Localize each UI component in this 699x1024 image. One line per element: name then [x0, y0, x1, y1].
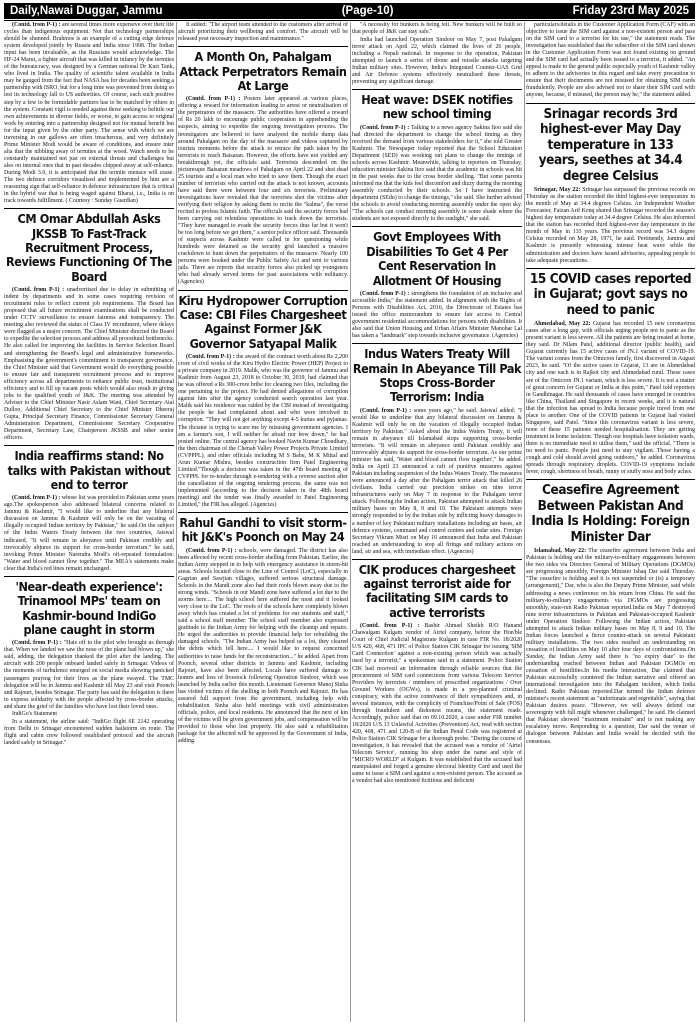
article-paragraph: (Contd. from P-1) : unadvertised due to delay in submitting of indent by departments and in some cases requiring revision of recruitment rules to reflect current job requirements. The Board has proposed that all future recruitment examinations shall be conducted under CCTV surveillance to ensure fairness and transparency. The meeting also reviewed the status of Class IV recruitment, where delays were flagged as a major concern. The Chief Minister directed the Board to expedite the selection process and address all procedural bottlenecks. He also called for improving the facilities in Service Selection Board and strengthening the Board's legal and administrative frameworks. Emphasising the government's commitment to transparent governance, the Chief Minister said that Government would do everything possible to ensure fair and transparent recruitment process and to improve efficiency across all departments to enhance public trust, institutional efficiency and to fill up vacant posts which would also result in giving jobs to the qualified youth of J&K. The meeting was attended by Adviser to the Chief Minister Nasir Aslam Wani, Chief Secretary Atal Dulloo, Additional Chief Secretary to the Chief Minister Dheeraj Gupta, Principal Secretary Finance, Commissioner Secretary General Administration Department, Commissioner Secretary Cooperative Department, Secretary Law, Chairperson JKSSB and other senior officers.	[4, 287, 174, 442]
column-1	[4, 22, 174, 1022]
article-paragraph: India had launched Operation Sindoor on May 7, post Pahalgam terror attack on April 22, which claimed the lives of 26 people, including a Nepali national. In response to the operation, Pakistan attempted to launch a series of drone and missile attacks targeting Indian military sites. However, India's Integrated Counter-UAS Grid and Air Defence systems effectively neutralised these threats, preventing any significant damage.	[352, 36, 522, 85]
article-paragraph: Islamabad, May 22: The ceasefire agreement between India and Pakistan is holding and the military-to-military engagements between the two sides via Directors General of Military Operations (DGMOs) are progressing smoothly, Foreign Minister Ishaq Dar said Thursday. "The ceasefire is holding and it is not suspended or (is) a temporary (arrangement)," Dar, who is also the Deputy Prime Minister, said while addressing a news conference on his return from China. He said the military-to-military engagements via DGMOs are progressing smoothly, state-run Radio Pakistan reported.India on May 7 destroyed nine terror infrastructures in Pakistan and Pakistan-occupied Kashmir under Operation Sindoor. Following the Indian action, Pakistan attempted to attack Indian military bases on May 8, 9 and 10. The Indian forces launched a fierce counter-attack on several Pakistani military installations. The two sides reached an understanding on cessation of hostilities on May 10 after four days of confrontations.On Sunday, the Indian Army said there is "no expiry date" to the understanding reached between Indian and Pakistan DGMOs on cessation of hostilities.In his media interaction, Dar claimed that Pakistan successfully countered the Indian narrative and offered an international investigation into the Pahalgam incident, which India declined. Radio Pakistan reported.Dar termed the Indian defence minister's recent statement as "unfortunate and regrettable", saying that Pakistan desires peace. "However, we will always defend our sovereignty with full might whenever challenged," he said. He claimed that Pakistan showed "maximum restraint" and is not making any escalatory move. Responding to a question, Dar said the venue of dialogue between Pakistan and India would be decided with the consensus.	[526, 548, 695, 745]
article-separator	[526, 268, 695, 269]
article-headline: Ceasefire Agreement Between Pakistan And India Is Holding: Foreign Minister Dar	[531, 482, 690, 545]
article-headline: India reaffirms stand: No talks with Pakistan without end to terror	[7, 448, 171, 492]
article-paragraph: (Contd. from P-1) : are several times more expensive over their life cycles than indigenous equipment. Not that technology partnerships should be shunned. Brahmos is an example of a cutting edge defence system developed jointly by Russia and India since 1998. The Indian input has been invaluable, as the Russians would acknowledge. The HF-24 Marut, a fighter aircraft that was killed in infancy by the termites of the bureaucracy, was designed by a German national Dr Kurt Tank, who lived in India. The quality of scientific talent available in India may be gauged from the fact that NASA has for decades been seeking a partnership with ISRO, but for a long time was prevented from doing so lest its technology fall to US authorities. Of course, each such positive step by a few to be formidable partners has to be matched by others in the system. Constant vigil is needed against those seeking to belittle our own achievements in diverse fields, or worse, to gain access to original work by entering into a partnership designed not for mutual benefit but for the input given by the other party. The sense with which we are traversing in our gallows are often treacherous, and very definitely Prime Minister Modi would be aware of conditions, and ensure inter alia that the nibbling away of termites at the wood. Watch needs to be constantly maintained not just on external threats and challenges but also on internal ones that in past decades chipped away at self-reliance. During Modi 3.0, it is anticipated that the termite menace will cease. The two defence corridors visualised and implemented by him are a reassuring sign that self-reliance in defence infrastructure that is critical in the hybrid war that is being waged against Bharat, i.e., India is on track towards fulfillment. ( Courtesy : Sunday Guardian)	[4, 22, 174, 205]
article-separator	[352, 226, 522, 227]
article-headline: Srinagar records 3rd highest-ever May Day temperature in 133 years, seethes at 34.4 degree Celsius	[538, 105, 683, 184]
article-separator	[526, 479, 695, 480]
article-separator	[4, 576, 174, 577]
masthead-date: Friday 23rd May 2025	[572, 5, 689, 17]
article-separator	[178, 46, 348, 47]
column-2	[178, 22, 348, 1022]
article-headline: Govt Employees With Disabilities To Get 4 Per Cent Reservation In Allotment Of Housing	[366, 229, 508, 288]
article-paragraph: "A necessity for bunkers is being felt. New bunkers will be built so that people of J&K can stay safe."	[352, 22, 522, 36]
article-headline: Heat wave: DSEK notifies new school timing	[361, 92, 513, 122]
article-paragraph: (Contd. from P-1) : some years ago," he said. Jaiswal added: "I would like to underline that any bilateral discussion on Jammu & Kashmir will only be on the vacation of illegally occupied Indian territory by Pakistan." Asked about the Indus Waters Treaty, it will remain in abeyance till Islamabad stops supporting cross-border terrorism. "It will remain in abeyance until Pakistan credibly and irrevocably abjures its support for cross-border terrorism. As our prime minister has said, 'Water and blood cannot flow together'," he added. India on April 23 announced a raft of punitive measures against Pakistan including suspension of the Indus Waters Treaty. The measures were announced a day after the Pahalgam terror attack that killed 26 civilians. India carried out precision strikes on nine terror infrastructures early on May 7 in response to the Pahalgam terror attack. Following the Indian action, Pakistan attempted to attack Indian military bases on May 8, 9 and 10. The Pakistani attempts were strongly responded to by the Indian side by inflicting heavy damages to a number of key Pakistani military installations including air bases, air defence systems, command and control centres and radar sites. Foreign Secretary Vikram Misri on May 10 announced that India and Pakistan reached an understanding to stop all firings and military actions on land, air and sea, with immediate effect. (Agencies)	[352, 407, 522, 555]
article-headline: CIK produces chargesheet against terrorist aide for facilitating SIM cards to active terrorists	[358, 561, 516, 620]
column-4	[526, 22, 695, 1022]
article-headline: Kiru Hydropower Corruption Case: CBI Files Chargesheet Against Former J&K Governor Satyapal Malik	[178, 292, 348, 351]
article-separator	[4, 445, 174, 446]
column-divider	[176, 22, 177, 1022]
article-separator	[352, 559, 522, 560]
article-paragraph: (Contd. from P-1) : whose list was provided to Pakistan some years ago.The spokesperson also addressed bilateral concerns related to Jammu & Kashmir, "I would like to underline that any bilateral discussion on Jammu & Kashmir will only be on the vacating of illegally occupied Indian territory by Pakistan," he said.On the subject of the Indus Waters Treaty between the two countries, Jaiswal indicated, "It will remain in abeyance until Pakistan credibly and irrevocably abjures its support for cross-border terrorism." he said, invoking Prime Minister Narendra Modi's oft-repeated formulation: "Water and blood cannot flow together." The MEA's statements make clear that India's red lines remain unchanged.	[4, 495, 174, 572]
article-paragraph: (Contd. from P-1) : schools, were damaged. The district has also been affected by recent cross-border shelling from Pakistan. Earlier, the Indian Army stepped in to help with emergency assistance in storm-hit areas. Schools located close to the Line of Control (LoC), especially in Gagrian and Sawjian villages, suffered serious structural damage. Schools in the Mandi zone also had their roofs blown away due to the strong winds. "Schools in our Mandi zone have suffered a lot due to the storms here.... The high school here suffered the most and it looked very close to the LoC. The roofs of the schools have completely blown away which has created a lot of problems for our students and staff," said a school staff member. The school staff member also expressed gratitude to the Indian Army for helping with the cleanup and repairs. He urged the authorities to provide financial help for rebuilding the damaged schools. "The Indian Army has helped us a lot, they cleared the debris which fell here.... I would like to request concerned authorities to raise funds for the reconstruction..." he added. Apart from Poonch, several other districts in Jammu and Kashmir, including Rajouri, have also been affected. Locals have suffered damage to homes and loss of livestock following Operation Sindoor, which was launched by India earlier this month. Lieutenant Governor Manoj Sinha has visited victims of the shelling in both Poonch and Rajouri. He has assured full support from the government, including help with rehabilitation. Sinha also held meetings with civil administration officials, police, and local residents. He announced that the next of kin of the victims will be given government jobs, and compensation will be provided to those who lost property. He also said a rehabilitation package for the affected will be approved by the Government of India, adding.	[178, 547, 348, 745]
column-divider	[524, 22, 525, 1022]
article-paragraph: (Contd. from P-1) : "Hats off to the pilot who brought us through that. When we landed we saw the nose of the plane had blown up," she said, adding, the delegation thanked the pilot after the landing. The aircraft with 200 people onboard landed safely in Srinagar. Videos of the moments of turbulence emerged on social media showing panicked passengers praying for their lives as the plane swayed. The TMC delegation will be in Jammu and Kashmir till May 23 and visit Poonch and Rajouri, besides Srinagar. The party has said the delegation is there to express solidarity with the people affected by cross-border attacks, and share the grief of the families who have lost their loved ones.	[4, 640, 174, 710]
article-separator	[526, 103, 695, 104]
article-separator	[178, 512, 348, 513]
article-headline: CM Omar Abdullah Asks JKSSB To Fast-Track Recruitment Process, Reviews Functioning Of The Board	[6, 211, 172, 284]
article-paragraph: (Contd. from P-1) : Bashir Ahmad Sheikh R/O Hanand Chawalgam Kulgam vendor of Airtel company, before the Hon'ble Court of Chief Judicial Magistrate Kulgam in case FIR No. 18/2020 U/S 420, 468, 471 IPC of Police Station CIK Srinagar for issuing 'SIM Card Connection' against a non-existing person which was actually used by a terrorist," a spokesman said in a statement. Police Station CIK had received an information through reliable sources that the procurement of SIM card connections from various Telecom Service Providers by terrorists / members of proscribed organizations / Over Ground Workers (OGWs), is made in a pre-planned criminal conspiracy, with the active connivance of their sympathizers and, in several instances, with the complicity of Franchise/Point of Sale (POS) through fraudulent and dishonest means, the statement reads. Accordingly, police said that on 09.10.2020, a case under FIR number 18/2020 U/S 13 Unlawful Activities (Prevention) Act, read with section 420, 468, 471 and 120-B of the Indian Penal Code was registered at Police Station CIK Srinagar for a thorough probe. "During the course of investigation, it has revealed that the accused was a vendor of 'Airtel Telecom Service', running his shop under the name and style of "MICRO WORLD" at Kulgam. It was established that the accused had manipulated and forged a genuine electoral Identity Card and used the same to issue a SIM card against a non-existent person. The accused as a vendor had also mentioned fictitious and deficient	[352, 623, 522, 785]
column-3	[352, 22, 522, 1022]
article-paragraph: (Contd. from P-1) : Talking to a news agency Sakina Itoo said she had directed the department to change the school timing as they received the demand from various stakeholders for it," she told Greater Kashmir. The Newspaper today reported that the School Education Department (SED) was working out plans to change the timings of schools across Kashmir. Meanwhile, talking to reporters on Thursday, education minister Sakina Itoo said that the academic in schools was hit in the past weeks due to the cross border shelling. "But some parents informed me that the kids feel discomfort and dizzy during the morning assembly conducted by their schools. So I have instructed the department (SEdu) to change the timings," she said. She further advised the schools to avoid conducting morning assembly under the open sky. "The schools can conduct morning assembly in some shade where the students are not exposed directly to the sunlight," she said.	[352, 124, 522, 223]
article-headline: Rahul Gandhi to visit storm-hit J&K's Poonch on May 24	[179, 515, 347, 545]
article-paragraph: IndiGo's Statement	[12, 711, 58, 718]
article-paragraph: (Contd. from P-1) : Posters later appeared at various places, offering a reward for information leading to arrest or neutralisation of the perpetrators of the massacre. The authorities have offered a reward of Rs 20 lakh to encourage public cooperation in apprehending the suspects, aiming to expedite the ongoing investigation process. The investigators are believed to have analysed the mobile dump data around Pahalgam on the day of the massacre and videos captured by tourists moments before the attack to retrace the path taken by the terrorists to reach Baisaran. However, the efforts have not yielded any breakthrough yet, the officials said. Terrorists descended on the picturesque Baisaran meadows of Pahalgam on April 22 and shot dead 25 tourists and a local man who tried to save them. Though the exact number of terrorists who carried out the attack is not known, accounts have said there were between four and six terrorists. Preliminary investigations have revealed that the terrorists shot the victims after verifying their religion by asking them to recite the "kalma", the verse recited to profess Islamic faith. The officials said the security forces had been carrying out relentless operations to track down the terrorists. "They have managed to evade the security forces thus far but it won't be too long before we get them," a senior police officer said. Thousands of suspects across Kashmir were called in for questioning while hundreds were detained as the security grid launched a massive crackdown to hunt down the perpetrators of the massacre. Nearly 100 persons were booked under the Public Safety Act and sent to various jails. There are reports that security forces also picked up youngsters who had already served terms for past associations with militancy. (Agencies)	[178, 96, 348, 286]
masthead-paper-name: Daily,Nawai Duggar, Jammu	[10, 5, 163, 17]
article-separator	[4, 208, 174, 209]
article-paragraph: (Contd. from P-1) : strengthens the foundation of an inclusive and accessible India," the statement added. In alignment with the Rights of Persons with Disabilities Act, 2016, the Directorate of Estates has issued the office memorandum to ensure fair access to Central government residential accommodations for persons with disabilities. It also said that Union Housing and Urban Affairs Minister Manohar Lal has taken a "landmark" step towards inclusive governance. (Agencies)	[352, 290, 522, 340]
article-paragraph: In a statement, the airline said: "IndiGo flight 6E 2142 operating from Delhi to Srinagar encountered sudden hailstorm en route. The flight and cabin crew followed established protocol and the aircraft landed safely in Srinagar."	[4, 718, 174, 747]
article-paragraph: Ahmedabad, May 22: Gujarat has recorded 15 new coronavirus cases after a long gap, with officials urging people not to panic as the present variant is less severe. All the patients are being treated at home, they said. Dr Nilam Patel, additional director (public health), said Gujarat currently has 15 active cases of JN.1 variant of COVID-19. The variant comes from the Omicron family, first discovered in August 2023, he said. "Of the active cases in Gujarat, 13 are in Ahmedabad city and one each is in Rajkot city and Ahmedabad rural. These cases are of the Omicron JN.1 variant, which is less severe. It is not a matter of great concern for Gujarat or India at this point," Patel told reporters in Gandhinagar. He said thousands of cases have emerged in countries like China, Thailand and Singapore in recent weeks, and it is natural that the infection has spread to India because people travel from one place to another. One of the COVID patients in Gujarat had visited Singapore, said Patel. "Since this coronavirus variant is less severe, none of these 15 patients needed hospitalisation. They are getting treatment in home isolation. Though our hospitals have isolation wards, there is no immediate need to utilise them," said the official. "There is no need to panic. People just need to stay vigilant. Those having a cough and cold should avoid going outdoors," he added. Coronavirus spreads through respiratory droplets. COVID-19 symptoms include fever, cough, shortness of breath, runny or stuffy nose and body aches.	[526, 321, 695, 476]
article-headline: 'Near-death experience': Trinamool MPs' team on Kashmir-bound IndiGo plane caught in storm	[15, 578, 163, 637]
article-paragraph: (Contd. from P-1) : the award of the contract worth about Rs 2,200 crore of civil works of the Kiru Hydro Electric Power (HEP) Project to a private company in 2019. Malik, who was the governor of Jammu and Kashmir from August 23, 2018 to October 30, 2019, had claimed that he was offered a Rs 300-crore bribe for clearing two files, including the one pertaining to the project. He had denied allegations of corruption against him after the agency conducted search operation last year. Malik said his residence was raided by the CBI instead of investigating the people he had complained about and who were involved in corruption. "They will not get anything except 4-5 kurtas and pyjamas. The dictator is trying to scare me by misusing government agencies. I am a farmer's son, I will neither be afraid nor bow down," he had posted online. The central agency has booked Navin Kumar Choudhary, the then chairman of the Chenab Valley Power Projects Private Limited (CVPPPL), and other officials including M S Babu, M K Mittal and Arun Kumar Mishra, besides construction firm Patel Engineering Limited."Though a decision was taken in the 47th board meeting of CVPPPL for re-tender through e-tendering with a reverse auction after the cancellation of the ongoing tendering process, the same was not implemented (according to the decision taken in the 48th board meeting) and the tender was finally awarded to Patel Engineering Limited," the FIR has alleged. (Agencies)	[178, 354, 348, 509]
masthead-rule	[4, 20, 695, 21]
article-headline: A Month On, Pahalgam Attack Perpetrators Remain At Large	[179, 49, 347, 93]
article-headline: 15 COVID cases reported in Gujarat; govt says no need to panic	[529, 270, 692, 318]
article-paragraph: It added: "The airport team attended to the customers after arrival of aircraft prioritizing their wellbeing and comfort. The aircraft will be released post necessary inspection and maintenance."	[178, 22, 348, 43]
article-paragraph: particulars/details in the Customer Application Form (CAF) with an objective to issue the SIM card against a non-existent person and pass on the SIM card to a terrorist for his use," the statement reads. The investigation has established that the subscriber of the SIM card shown in the Customer Application Form was not found existing on ground and the SIM card had actually been issued to a terrorist, it added. "An appeal is made to the general public especially youth of Kashmir valley to adhere to the advisories in this regard and take every precaution to ensure that their documents are not misused for obtaining SIM cards fraudulently. People are also advised not to share their SIM card with anyone, because, if misused, the person may be," the statement added.	[526, 22, 695, 99]
article-paragraph: Srinagar, May 22: Srinagar has surpassed the previous records on Thursday as the station recorded the third highest-ever temperature in the month of May at 34.4 degrees Celsius. An Independent Weather Forecaster, Faizan Arif Kenq shared that Srinagar recorded the season's highest day temperature today at 34.4 degree Celsius. He also informed that the station has recorded third highest-ever day temperature in the month of May in 133 years. The previous record was 34.3 degree Celsius recorded on May 28, 1971, he said. Pertinently, Jammu and Kashmir is presently witnessing intense heat wave while the administration and doctors have issued advisories, appealing people to take adequate precautions.	[526, 187, 695, 264]
article-separator	[352, 343, 522, 344]
column-divider	[350, 22, 351, 1022]
article-separator	[352, 89, 522, 90]
article-headline: Indus Waters Treaty Will Remain In Abeyance Till Pak Stops Cross-Border Terrorism: India	[352, 346, 522, 405]
masthead-page-number: (Page-10)	[341, 5, 394, 17]
article-separator	[178, 290, 348, 291]
masthead	[4, 3, 695, 19]
